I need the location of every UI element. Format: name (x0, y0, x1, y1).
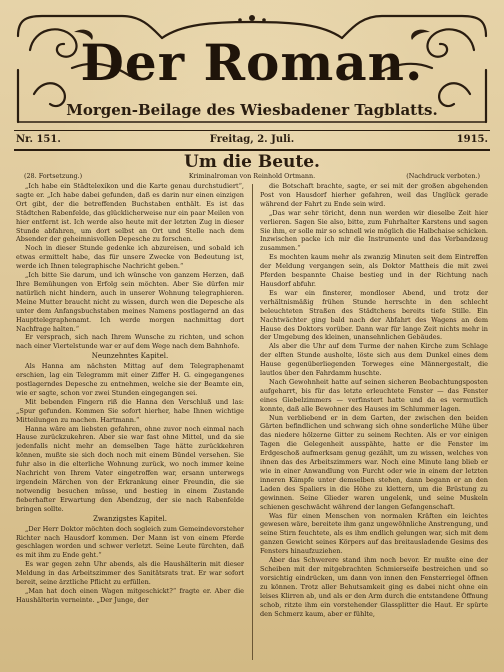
paragraph: Aber das Schwerere stand ihm noch bevor. Er mußte eine der Scheiben mit der mitgebrachten Schmierseife bestreichen und so vorsichtig eindrücken, um dann von innen den Fensterriegel öffnen zu können. Trotz aller Behutsamkeit ging es dabei nicht ohne ein leises Klirren ab, und als er den Arm durch die entstandene Öffnung schob, ritzte ihm ein vorstehender Glassplitter die Haut. Er spürte den Schmerz kaum, aber er fühlte, (260, 556, 488, 618)
paragraph: „Ich habe ein Städtelexikon und die Karte genau durchstudiert“, sagte er. „Ich habe dabei gefunden, daß es darin nur einen einzigen Ort gibt, der die betreffenden Buchstaben enthält. Es ist das Städtchen Rabenfelde, das glücklicherweise nur ein paar Meilen von hier entfernt ist. Ich werde also heute mit der letzten Zug in dieser Stunde abfahren, um dort selbst an Ort und Stelle nach dem Absender der geheimnisvollen Depesche zu forschen. (16, 182, 244, 244)
column-divider (252, 184, 253, 660)
series-note: (28. Fortsetzung.) (24, 172, 83, 180)
paragraph: Noch in dieser Stunde gedenke ich abzureisen, und sobald ich etwas ermittelt habe, das für unsere Zwecke von Bedeutung ist, werde ich Ihnen telegraphische Nachricht geben.“ (16, 244, 244, 271)
issue-date: Freitag, 2. Juli. (209, 134, 295, 145)
paragraph: die Botschaft brachte, sagte, er sei mit der großen abgehenden Post von Hausdorf hierher gefahren, weil das Unglück gerade während der Fahrt zu Ende sein wird. (260, 182, 488, 208)
text-column-right (260, 182, 488, 662)
paragraph: Nach Gewohnheit hatte auf seinen sicheren Beobachtungsposten aufgeharrt, bis für das letzte erleuchtete Fenster — das Fenster eines Giebelzimmers — verfinstert hatte und da es vermutlich konnte, daß alle Bewohner des Hauses im Schlummer lagen. (260, 377, 488, 413)
chapter-heading: Neunzehntes Kapitel. (91, 352, 169, 361)
reprint-note: (Nachdruck verboten.) (406, 172, 480, 180)
paragraph: Mit bebenden Fingern riß die Hanna den Verschluß und las: „Spur gefunden. Kommen Sie sofort hierher, habe Ihnen wichtige Mitteilungen zu machen. Hartmann.“ (16, 397, 244, 424)
paragraph: Hanna wäre am liebsten gefahren, ohne zuvor noch einmal nach Hause zurückzukehren. Aber sie war fast ohne Mittel, und da sie jedenfalls nicht mehr an demselben Tage hätte zurückkehren können, mußte sie sich doch noch mit einem Bündel versehen. Sie fuhr also in die elterliche Wohnung zurück, wo noch immer keine Nachricht von Ihrem Vater eingetroffen war, ersann unterwegs irgendein Märchen von der Erkrankung einer Freundin, die sie notwendig besuchen müsse, und bestieg in einem Zustande fieberhafter Erwartung den Abendzug, der sie nach Rabenfelde bringen sollte. (16, 424, 244, 513)
paragraph: „Man hat doch einen Wagen mitgeschickt?“ fragte er. Aber die Haushälterin verneinte. „Der Junge, der (16, 586, 244, 604)
masthead-title: Der Roman. (80, 33, 424, 92)
paragraph: Es war gegen zehn Uhr abends, als die Haushälterin mit dieser Meldung in das Arbeitszimmer des Sanitätsrats trat. Er war sofort bereit, seine ärztliche Pflicht zu erfüllen. (16, 560, 244, 587)
story-title: Um die Beute. (184, 152, 320, 172)
paragraph: „Das war sehr töricht, denn nun werden wir dieselbe Zeit hier verlieren. Sagen Sie also, bitte, zum Fuhrhalter Karstens und sagen Sie ihm, er solle mir so schnell wie möglich die Halbchaise schicken. Inzwischen packe ich mir die Instrumente und das Verbandzeug zusammen.“ (260, 208, 488, 253)
text-column-left (16, 182, 244, 662)
paragraph: Es war ein finsterer, mondloser Abend, und trotz der verhältnismäßig frühen Stunde herrschte in den schlecht beleuchteten Straßen des Städtchens bereits tiefe Stille. Ein Nachtwächter ging bald nach der Abfahrt des Wagens an dem Hause des Doktors vorüber. Dann war für lange Zeit nichts mehr in der Umgebung des kleinen, unansehnlichen Gebäudes. (260, 288, 488, 342)
issue-year: 1915. (456, 134, 488, 145)
paragraph: Er versprach, sich nach Ihrem Wunsche zu richten, und schon nach einer Viertelstunde war er auf dem Wege nach dem Bahnhofe. (16, 333, 244, 351)
issue-bar (14, 130, 490, 151)
issue-number: Nr. 151. (16, 134, 61, 145)
chapter-heading: Zwanzigstes Kapitel. (93, 514, 167, 523)
story-genre: Kriminalroman von Reinhold Ortmann. (188, 172, 316, 180)
paragraph: Als Hanna am nächsten Mittag auf dem Telegraphenamt erschien, lag ein Telegramm mit einer Ziffer H. G. eingegangenes postlagerndes Depesche zu entnehmen, welche sie der Beamte ein, wie er sagte, schon vor zwei Stunden eingegangen sei. (16, 362, 244, 397)
paragraph: Als aber die Uhr auf dem Turme der nahen Kirche zum Schlage der elften Stunde ausholte, löste sich aus dem Dunkel eines dem Hause gegenüberliegenden Torweges eine Männergestalt, die lautlos über den Fahrdamm huschte. (260, 342, 488, 378)
paragraph: „Ich bitte Sie darum, und ich wünsche von ganzem Herzen, daß Ihre Bemühungen von Erfolg sein möchten. Aber Sie dürfen mir natürlich nicht hindern, auch in unserer Wohnung telegraphieren. Meine Mutter braucht nicht zu wissen, durch wen die Depesche als unter dem Anfangsbuchstaben meines Namens postlagernd an das Haupttelegraphenamt. Ich werde morgen nachmittag dort Nachfrage halten.“ (16, 271, 244, 333)
paragraph: Was für einen Menschen von normalen Kräften ein leichtes gewesen wäre, bereitete ihm ganz ungewöhnliche Anstrengung, und seine Stirn feuchtete, als es ihm endlich gelungen war, sich mit dem ganzen Gewicht seines Körpers auf das breitausladende Gesims des Fensters hinaufzuziehen. (260, 511, 488, 556)
paragraph: Es mochten kaum mehr als zwanzig Minuten seit dem Eintreffen der Meldung vergangen sein, als Doktor Mattheis die mit zwei Pferden bespannte Chaise bestieg und in der Richtung nach Hausdorf abfuhr. (260, 253, 488, 288)
paragraph: „Der Herr Doktor möchten doch sogleich zum Gemeindevorsteher Richter nach Hausdorf kommen. Der Mann ist von einem Pferde geschlagen worden und schwer verletzt. Seine Leute fürchten, daß es mit ihm zu Ende geht.“ (16, 524, 244, 560)
masthead-subtitle: Morgen-Beilage des Wiesbadener Tagblatts. (66, 101, 438, 119)
paragraph: Nun verbliebend er in dem Garten, der zwischen den beiden Gärten befindlichen und schwang sich ohne sonderliche Mühe über das niedere hölzerne Gitter zu seinem Rechten. Als er vor einigen Tagen die Gelegenheit ausspähte, hatte er die Fenster im Erdgeschoß aufmerksam genug gezählt, um zu wissen, welches von ihnen das des Arbeitszimmers war. Noch eine Minute lang blieb er wie in einer Anwandlung von Furcht oder wie in einem der letzten inneren Kämpfe unter demselben stehen, dann begann er an den Laden des Spaliers in die Höhe zu klettern, um die Brüstung zu gewinnen. Seine Glieder waren ungelenk, und seine Muskeln schienen geschwächt während der langen Gefangenschaft. (260, 413, 488, 511)
